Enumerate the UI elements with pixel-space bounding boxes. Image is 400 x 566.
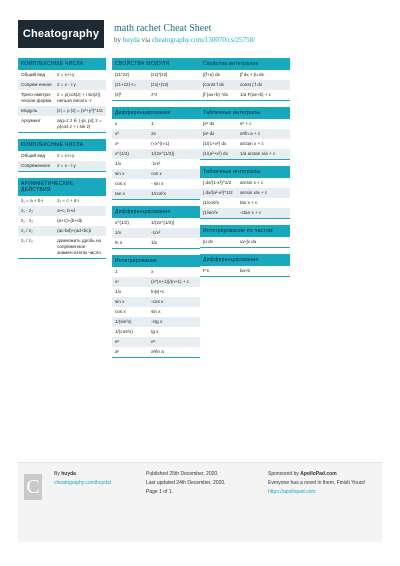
section-header: Интегрирование по частям (200, 225, 290, 237)
section-header: Дифференцирование (112, 206, 200, 218)
table-cell-value: (a+c)+(b+d)i (57, 218, 83, 223)
table-row (200, 266, 290, 276)
section-block (200, 58, 290, 101)
table-cell-value: |z1|+|z2| (151, 82, 169, 87)
table-row (200, 178, 290, 188)
via-label: via (141, 36, 151, 44)
table-cell-key: 1/(cos²x) (115, 329, 133, 334)
section-table (112, 218, 200, 249)
section-table (200, 237, 290, 248)
section-header: Табличные интегралы (200, 166, 290, 178)
table-cell-key: Триго-ометри-ческая форма (21, 92, 52, 103)
table-cell-value: домножить дробь на сопряженное знамен-ателю число (57, 238, 102, 255)
table-row (200, 119, 290, 129)
section-block (18, 58, 106, 133)
table-cell-key: ∫const f dx (203, 82, 224, 87)
section-block (112, 255, 200, 358)
table-row (200, 198, 290, 208)
section-block (18, 139, 106, 172)
table-cell-key: z₁ = a + b·i (21, 198, 43, 203)
table-row (200, 70, 290, 80)
table-cell-key: ln x (115, 240, 123, 245)
table-row (112, 70, 200, 80)
footer-author (54, 470, 134, 488)
column-1 (18, 58, 106, 265)
table-row (200, 129, 290, 139)
table-row (18, 80, 106, 90)
section-header: Дифференцирование (112, 107, 200, 119)
table-cell-key: z₁ / z₂ (21, 238, 33, 243)
table-row (112, 189, 200, 199)
table-row (112, 90, 200, 100)
table-cell-value: 2x (151, 131, 156, 136)
table-row (18, 70, 106, 80)
table-cell-value: arcsin x/a + c (239, 190, 268, 195)
author-avatar[interactable]: C (24, 474, 42, 500)
section-header: КОМПЛЕКСНЫЕ ЧИСЛА (18, 58, 106, 70)
sponsor-url[interactable]: https://apollopad.com (268, 489, 316, 495)
table-cell-key: sin x (115, 299, 125, 304)
table-row (112, 119, 200, 129)
table-cell-value: z = x+i·y (57, 153, 75, 158)
sheet-url-link[interactable]: cheatography.com/130070/cs/25758/ (151, 36, 256, 44)
published-date: Published 25th December, 2020. (146, 471, 219, 477)
by-label: By (54, 471, 60, 477)
table-cell-value: z = x+i·y (57, 72, 75, 77)
table-cell-key: ∫1/(1+x²) dx (203, 141, 227, 146)
table-cell-value: arctan x + c (239, 141, 264, 146)
table-cell-value: -1/x² (151, 230, 161, 235)
table-cell-value: 1/(2x^(1/2)) (151, 220, 175, 225)
table-cell-key: ∫aˣ dx (203, 131, 215, 136)
table-cell-key: ∫ dx/(a²-x²)^1/2 (203, 190, 233, 195)
footer-sponsor (268, 470, 378, 497)
table-cell-value: tg x (151, 329, 159, 334)
table-row (112, 317, 200, 327)
table-row (112, 297, 200, 307)
table-row (18, 216, 106, 226)
table-cell-key: sin x (115, 171, 125, 176)
section-table (18, 151, 106, 172)
table-cell-key: cos x (115, 181, 126, 186)
table-cell-key: ∫eˣ dx (203, 121, 215, 126)
table-row (18, 90, 106, 106)
table-cell-value: -1/x² (151, 161, 161, 166)
sponsor-text: Everyone has a novel in them. Finish Yours! (268, 480, 366, 486)
section-header: АРИФМЕТИЧЕСКИЕ ДЕЙСТВИЯ (18, 178, 106, 196)
table-cell-key: cos x (115, 309, 126, 314)
sponsor-label: Sponsored by (268, 471, 299, 477)
table-cell-value: - sin x (151, 181, 164, 186)
table-cell-key: Аргумент (21, 118, 41, 123)
page-count: Page 1 of 1. (146, 489, 173, 495)
table-row (18, 116, 106, 132)
table-cell-key: x² (115, 131, 119, 136)
table-cell-value: const ∫ f dx (239, 82, 263, 87)
table-row (200, 188, 290, 198)
table-cell-key: |z1*z2| (115, 72, 129, 77)
table-cell-key: eˣ (115, 339, 120, 344)
table-cell-key: 1 (115, 269, 118, 274)
table-cell-key: ∫1/sin²x (203, 210, 218, 215)
table-cell-key: xⁿ (115, 141, 119, 146)
table-cell-value: -cos x (151, 299, 164, 304)
table-cell-key: xⁿ (115, 279, 119, 284)
column-2 (112, 58, 200, 364)
table-cell-key: ∫1/cos²x (203, 200, 220, 205)
table-row (112, 218, 200, 228)
table-cell-key: x^(1/2) (115, 151, 129, 156)
table-cell-key: ∫ dx/(1-x²)^1/2 (203, 180, 232, 185)
table-cell-value: -ctg x (151, 319, 163, 324)
table-cell-value: z = ρ(cos|z| + i sin|z|) нельзя писать -r (57, 92, 101, 103)
table-cell-value: arg=z z ∈ (-pi, pi]; z = ρ(cos z + i sin z) (57, 118, 102, 129)
section-table (18, 70, 106, 133)
table-cell-value: arcsin x + c (239, 180, 264, 185)
table-row (18, 161, 106, 171)
table-cell-key: Сопряж-енное (21, 82, 52, 87)
table-cell-key: ∫f (ax+b) *dx (203, 92, 228, 97)
footer-dates (146, 470, 246, 497)
table-cell-key: 1/x (115, 230, 122, 235)
cheatography-logo[interactable]: Cheatography (18, 20, 104, 48)
section-header: Табличные интегралы (200, 107, 290, 119)
table-cell-value: n·x^(n-1) (151, 141, 170, 146)
table-cell-value: 1/a F(ax+b) + c (239, 92, 272, 97)
table-cell-value: eˣ + c (239, 121, 252, 126)
table-cell-value: z = x - i·y (57, 82, 76, 87)
table-cell-value: 1/(2x^(1/2)) (151, 151, 175, 156)
table-row (112, 307, 200, 317)
table-cell-key: 1/x (115, 289, 122, 294)
table-cell-value: z = x - i·y (57, 163, 76, 168)
table-cell-key: 1/(sin²x) (115, 319, 132, 324)
table-cell-key: aˣ (115, 349, 120, 354)
by-label: by (114, 36, 121, 44)
table-row (112, 179, 200, 189)
table-cell-key: Общий вид (21, 72, 46, 77)
table-cell-key: z₁ · z₂ (21, 218, 34, 223)
table-cell-key: z₁ · z₂ (21, 208, 34, 213)
table-cell-value: -ctan x + c (239, 210, 262, 215)
section-header: Дифференцирование (200, 254, 290, 266)
table-cell-value: 1 (151, 121, 154, 126)
table-cell-value: |z| = ρ |z| = (x²+y²)^1/2 (57, 108, 103, 113)
author-link[interactable]: huyda (122, 36, 140, 44)
table-cell-value: ∫f dx + ∫u dx (239, 72, 264, 77)
table-cell-value: 1/a arctan x/a + c (239, 151, 276, 156)
table-cell-key: Сопряженное (21, 163, 51, 168)
table-row (200, 237, 290, 247)
section-table (200, 70, 290, 101)
section-table (18, 196, 106, 259)
section-header: Свойства интегралов (200, 58, 290, 70)
table-row (200, 80, 290, 90)
section-block (200, 254, 290, 277)
table-cell-key: Общий вид (21, 153, 46, 158)
section-table (200, 266, 290, 277)
column-3 (200, 58, 290, 283)
table-row (112, 337, 200, 347)
table-cell-value: 1/x (151, 240, 158, 245)
table-cell-key: ∫u dv (203, 239, 213, 244)
footer-author-url[interactable]: cheatography.com/huyda/ (54, 480, 112, 486)
sponsor-name[interactable]: ApolloPad.com (300, 471, 337, 477)
section-table (200, 178, 290, 219)
table-cell-value: cos x (151, 171, 162, 176)
section-block (200, 166, 290, 219)
section-header: Интегрирование (112, 255, 200, 267)
table-row (112, 149, 200, 159)
updated-date: Last updated 24th December, 2020. (146, 480, 226, 486)
table-row (200, 149, 290, 159)
table-row (112, 169, 200, 179)
table-row (112, 287, 200, 297)
byline (114, 36, 255, 44)
table-row (18, 206, 106, 216)
section-block (112, 107, 200, 200)
table-cell-value: z₂ = c + d·i (57, 198, 80, 203)
table-cell-key: ∫(f+u) dx (203, 72, 220, 77)
table-cell-key: z₁ / z₂ (21, 228, 33, 233)
section-table (200, 119, 290, 160)
table-cell-key: tan x (115, 191, 125, 196)
table-row (18, 151, 106, 161)
footer-author-name[interactable]: huyda (61, 471, 76, 477)
table-row (112, 159, 200, 169)
table-row (112, 129, 200, 139)
section-table (112, 70, 200, 101)
table-cell-key: |z1+z2| <= (115, 82, 137, 87)
table-row (18, 236, 106, 258)
section-block (112, 206, 200, 249)
table-cell-value: 1/cos²x (151, 191, 166, 196)
table-cell-key: x (115, 121, 118, 126)
table-cell-value: ln|x|+c (151, 289, 165, 294)
table-row (112, 267, 200, 277)
section-block (112, 58, 200, 101)
table-cell-key: ∫1/(a²+x²) dx (203, 151, 228, 156)
table-cell-value: (x^(n+1))/(n+1) + c (151, 279, 190, 284)
table-cell-value: sin x (151, 309, 161, 314)
table-cell-value: uv-∫v du (239, 239, 257, 244)
table-cell-value: |z1|*|z2| (151, 72, 168, 77)
section-header: СВОЙСТВА МОДУЛЯ (112, 58, 200, 70)
table-row (200, 90, 290, 100)
table-cell-value: ka+b (239, 268, 251, 273)
table-cell-value: x (151, 269, 154, 274)
table-row (112, 80, 200, 90)
table-cell-value: z*z (151, 92, 158, 97)
table-row (18, 196, 106, 206)
table-row (112, 228, 200, 238)
table-row (112, 238, 200, 248)
table-row (112, 139, 200, 149)
section-block (18, 178, 106, 259)
table-cell-value: eˣ (151, 339, 156, 344)
table-cell-key: 1/x (115, 161, 122, 166)
table-row (112, 327, 200, 337)
table-cell-key: |z|² (115, 92, 122, 97)
section-table (112, 267, 200, 358)
section-table (112, 119, 200, 200)
table-row (112, 277, 200, 287)
table-row (18, 226, 106, 236)
table-row (112, 347, 200, 357)
sheet-title: math rachet Cheat Sheet (114, 23, 212, 34)
table-cell-value: aˣ/ln a + c (239, 131, 261, 136)
table-cell-value: a+c, b+d (57, 208, 75, 213)
section-header: КОМПЛЕКСНЫЕ ЧИСЛА (18, 139, 106, 151)
table-cell-value: tan x + c (239, 200, 258, 205)
table-cell-key: x^(1/2) (115, 220, 129, 225)
table-cell-value: aˣ/ln a (151, 349, 164, 354)
table-cell-value: (ac-bd)+(ad+bc)i (57, 228, 92, 233)
table-cell-key: Модуль (21, 108, 38, 113)
table-row (200, 208, 290, 218)
table-row (200, 139, 290, 149)
section-block (200, 225, 290, 248)
table-cell-key: F'x (203, 268, 209, 273)
section-block (200, 107, 290, 160)
table-row (18, 106, 106, 116)
